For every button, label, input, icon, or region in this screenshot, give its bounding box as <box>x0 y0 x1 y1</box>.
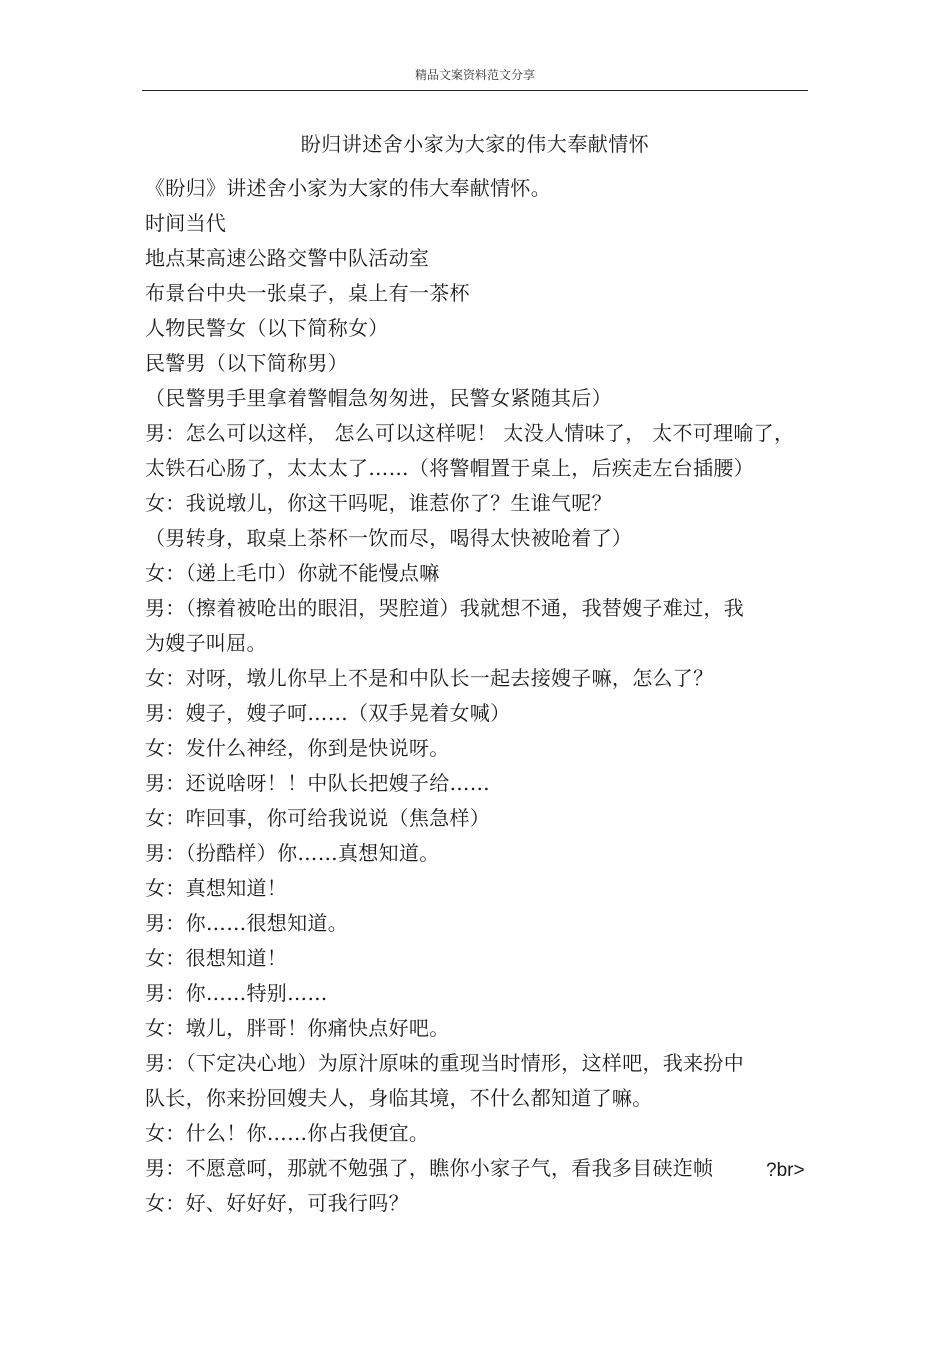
stray-markup-text: ?br> <box>766 1160 805 1181</box>
body-line: 女：咋回事，你可给我说说（焦急样） <box>145 806 491 830</box>
header-divider <box>142 90 808 91</box>
body-line: 地点某高速公路交警中队活动室 <box>145 246 430 270</box>
body-line: （民警男手里拿着警帽急匆匆进，民警女紧随其后） <box>145 386 612 410</box>
document-title: 盼归讲述舍小家为大家的伟大奉献情怀 <box>300 132 650 156</box>
body-line: 民警男（以下简称男） <box>145 351 348 375</box>
body-line: 女：真想知道！ <box>145 876 288 900</box>
page-header: 精品文案资料范文分享 <box>414 68 535 82</box>
body-line: 布景台中央一张桌子，桌上有一茶杯 <box>145 281 470 305</box>
body-line: 女：（递上毛巾）你就不能慢点嘛 <box>145 561 440 585</box>
body-line: 男：你……特别…… <box>145 981 328 1005</box>
body-line: 《盼归》讲述舍小家为大家的伟大奉献情怀。 <box>145 176 551 200</box>
body-line: 男：嫂子，嫂子呵……（双手晃着女喊） <box>145 701 511 725</box>
document-body <box>145 171 835 1221</box>
body-line: 女：好、好好好，可我行吗？ <box>145 1191 409 1215</box>
body-line: 时间当代 <box>145 211 227 235</box>
body-line: 人物民警女（以下简称女） <box>145 316 389 340</box>
body-line: 女：我说墩儿，你这干吗呢，谁惹你了？生谁气呢？ <box>145 491 612 515</box>
body-line: 太铁石心肠了，太太太了……（将警帽置于桌上，后疾走左台插腰） <box>145 456 754 480</box>
body-line: 女：很想知道！ <box>145 946 288 970</box>
body-line: 女：发什么神经，你到是快说呀。 <box>145 736 450 760</box>
body-line: 男：（擦着被呛出的眼泪，哭腔道）我就想不通，我替嫂子难过，我 <box>145 596 744 620</box>
body-line: 男：你……很想知道。 <box>145 911 348 935</box>
body-line: 男：还说啥呀！！中队长把嫂子给…… <box>145 771 491 795</box>
body-line: 女：什么！你……你占我便宜。 <box>145 1121 430 1145</box>
body-line: 男：（下定决心地）为原汁原味的重现当时情形，这样吧，我来扮中 <box>145 1051 744 1075</box>
body-line: 女：对呀，墩儿你早上不是和中队长一起去接嫂子嘛，怎么了？ <box>145 666 714 690</box>
body-line: （男转身，取桌上茶杯一饮而尽，喝得太快被呛着了） <box>145 526 633 550</box>
body-line: 男：怎么可以这样， 怎么可以这样呢！ 太没人情味了， 太不可理喻了， <box>145 421 795 445</box>
body-line: 队长，你来扮回嫂夫人，身临其境，不什么都知道了嘛。 <box>145 1086 653 1110</box>
body-line: 女：墩儿，胖哥！你痛快点好吧。 <box>145 1016 450 1040</box>
body-line: 男：不愿意呵，那就不勉强了，瞧你小家子气，看我多目硖迮帧 <box>145 1156 714 1180</box>
body-line: 男：（扮酷样）你……真想知道。 <box>145 841 440 865</box>
body-line: 为嫂子叫屈。 <box>145 631 267 655</box>
